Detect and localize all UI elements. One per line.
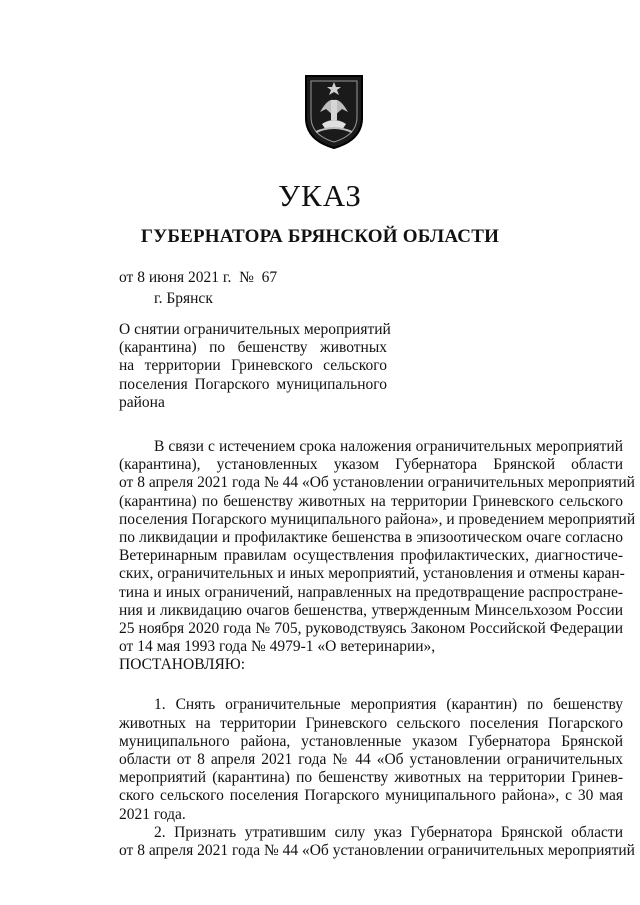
subject-line: на территории Гриневского сельского	[119, 357, 387, 375]
subject-line: поселения Погарского муниципального	[119, 375, 387, 393]
body-line: 2021 года.	[119, 805, 186, 823]
bryansk-coat-of-arms-icon	[302, 72, 366, 150]
item-1-paragraph	[119, 696, 623, 823]
body-line: мероприятий (карантина) по бешенству животных на территории Гринев-	[119, 769, 623, 787]
body-line: поселения Погарского муниципального района», и проведением мероприятий	[119, 510, 636, 528]
body-line: 25 ноября 2020 года № 705, руководствуясь Законом Российской Федерации	[119, 619, 623, 637]
body-line: области от 8 апреля 2021 года № 44 «Об установлении ограничительных	[119, 751, 623, 768]
body-line: ских, ограничительных и иных мероприятий, установления и отмены каран-	[119, 565, 625, 583]
body-line: 2. Признать утратившим силу указ Губернатора Брянской области	[154, 823, 623, 841]
document-issuer: ГУБЕРНАТОРА БРЯНСКОЙ ОБЛАСТИ	[140, 226, 500, 247]
subject-line: (карантина) по бешенству животных	[119, 339, 387, 357]
body-line: по ликвидации и профилактике бешенства в эпизоотическом очаге согласно	[119, 528, 623, 546]
body-line: от 14 мая 1993 года № 4979-1 «О ветеринарии»,	[119, 638, 436, 656]
body-line: от 8 апреля 2021 года № 44 «Об установлении ограничительных мероприятий	[119, 841, 635, 859]
document-subject	[119, 321, 391, 412]
body-line: (карантина) по бешенству животных на территории Гриневского сельского	[119, 492, 623, 510]
city: г. Брянск	[154, 290, 213, 307]
body-line: животных на территории Гриневского сельского поселения Погарского	[119, 714, 623, 732]
subject-line: района	[119, 393, 165, 411]
preamble-paragraph	[119, 438, 636, 674]
body-line: 1. Снять ограничительные мероприятия (карантин) по бешенству	[154, 696, 623, 714]
subject-line: О снятии ограничительных мероприятий	[119, 321, 391, 338]
date-and-number: от 8 июня 2021 г. № 67	[119, 269, 278, 286]
body-line: тина и иных ограничений, направленных на предотвращение распростране-	[119, 583, 623, 601]
document-title: УКАЗ	[278, 178, 362, 213]
body-line: ния и ликвидацию очагов бешенства, утвержденным Минсельхозом России	[119, 601, 623, 619]
body-line: (карантина), установленных указом Губернатора Брянской области	[119, 456, 623, 474]
document-body	[119, 438, 636, 860]
body-line: Ветеринарным правилам осуществления профилактических, диагностиче-	[119, 547, 623, 565]
item-2-paragraph	[119, 823, 635, 860]
decree-word: ПОСТАНОВЛЯЮ:	[119, 656, 246, 674]
body-line: муниципального района, установленные указом Губернатора Брянской	[119, 732, 623, 750]
body-line: ского сельского поселения Погарского муниципального района», с 30 мая	[119, 787, 623, 805]
body-line: В связи с истечением срока наложения ограничительных мероприятий	[154, 438, 623, 455]
body-line: от 8 апреля 2021 года № 44 «Об установлении ограничительных мероприятий	[119, 474, 635, 492]
